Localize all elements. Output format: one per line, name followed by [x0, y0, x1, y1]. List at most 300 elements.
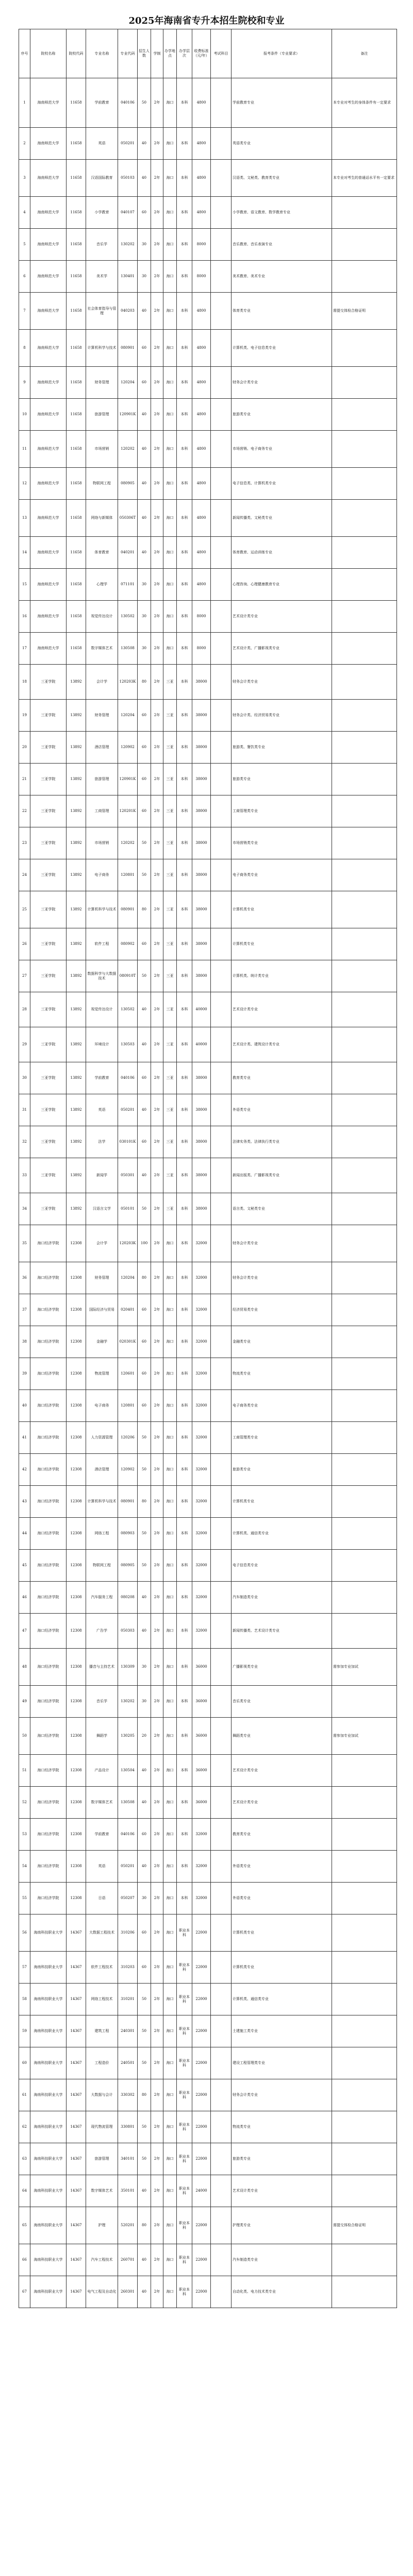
- table-cell: 三亚: [163, 1158, 177, 1193]
- column-header: 序号: [19, 29, 30, 78]
- table-row: [19, 1158, 397, 1193]
- table-cell: 海口经济学院: [30, 1422, 67, 1454]
- table-cell: 2年: [151, 1358, 163, 1390]
- table-cell: 网络与新媒体: [86, 500, 118, 537]
- table-cell: 44: [19, 1518, 30, 1550]
- table-cell: 本科: [177, 1518, 192, 1550]
- table-cell: 50: [138, 2111, 151, 2143]
- admissions-table-wrapper: [19, 29, 397, 2308]
- table-cell: 60: [138, 1358, 151, 1390]
- table-cell: 海南科技职业大学: [30, 2111, 67, 2143]
- column-header: 专业代码: [118, 29, 138, 78]
- table-cell: [211, 468, 232, 500]
- table-row: [19, 2276, 397, 2308]
- table-cell: 14367: [67, 2175, 86, 2207]
- table-cell: 53: [19, 1819, 30, 1851]
- table-cell: 外语类专业: [232, 1883, 332, 1914]
- table-cell: 130202: [118, 1686, 138, 1718]
- table-cell: 16: [19, 601, 30, 633]
- column-header: 院校名称: [30, 29, 67, 78]
- table-cell: 海口: [163, 1582, 177, 1614]
- table-cell: 舞蹈学: [86, 1718, 118, 1755]
- table-cell: 5: [19, 229, 30, 261]
- table-cell: 本科: [177, 1550, 192, 1582]
- table-cell: 广播影视类专业: [232, 1649, 332, 1686]
- table-cell: 职业本科: [177, 2143, 192, 2175]
- table-cell: [332, 827, 397, 859]
- table-row: [19, 1422, 397, 1454]
- table-cell: 海口: [163, 2047, 177, 2079]
- table-cell: 40000: [192, 992, 211, 1027]
- table-cell: 海南科技职业大学: [30, 2244, 67, 2276]
- table-cell: 职业本科: [177, 2047, 192, 2079]
- table-row: [19, 1358, 397, 1390]
- table-cell: 计算机类、通信类专业: [232, 1984, 332, 2015]
- table-cell: 080902: [118, 928, 138, 960]
- table-cell: 13892: [67, 1027, 86, 1062]
- table-cell: 080901: [118, 891, 138, 928]
- table-cell: 海口: [163, 1454, 177, 1486]
- table-cell: 人力资源管理: [86, 1422, 118, 1454]
- table-cell: 三亚学院: [30, 700, 67, 732]
- table-cell: 2年: [151, 1294, 163, 1326]
- table-cell: 艺术设计类专业: [232, 1755, 332, 1787]
- table-cell: 34: [19, 1193, 30, 1225]
- table-cell: 海口: [163, 1518, 177, 1550]
- table-cell: 海口经济学院: [30, 1390, 67, 1422]
- table-cell: 38000: [192, 891, 211, 928]
- table-cell: 三亚: [163, 732, 177, 764]
- table-cell: 60: [138, 1294, 151, 1326]
- table-cell: 2年: [151, 1390, 163, 1422]
- table-cell: [211, 1486, 232, 1518]
- table-cell: [211, 1984, 232, 2015]
- table-cell: 2年: [151, 1787, 163, 1819]
- table-cell: 040106: [118, 78, 138, 128]
- table-cell: 38000: [192, 928, 211, 960]
- table-cell: [332, 500, 397, 537]
- table-cell: 电子信息类、计算机类专业: [232, 468, 332, 500]
- table-cell: 海口: [163, 500, 177, 537]
- table-cell: 三亚: [163, 859, 177, 891]
- table-cell: 50: [19, 1718, 30, 1755]
- table-cell: 120202: [118, 431, 138, 468]
- table-cell: 海口: [163, 1262, 177, 1294]
- table-cell: 38000: [192, 732, 211, 764]
- table-cell: 数据科学与大数据技术: [86, 960, 118, 992]
- table-cell: 三亚学院: [30, 1193, 67, 1225]
- table-cell: 30: [138, 1883, 151, 1914]
- table-cell: 电气工程及自动化: [86, 2276, 118, 2308]
- column-header: 院校代码: [67, 29, 86, 78]
- table-cell: 旅游类专业: [232, 764, 332, 795]
- table-cell: [211, 1851, 232, 1883]
- table-cell: 4: [19, 197, 30, 229]
- table-cell: 本科: [177, 431, 192, 468]
- table-cell: 三亚: [163, 891, 177, 928]
- table-cell: [332, 1883, 397, 1914]
- table-cell: 33: [19, 1158, 30, 1193]
- table-cell: 60: [138, 367, 151, 399]
- table-cell: 三亚学院: [30, 795, 67, 827]
- table-cell: 海口经济学院: [30, 1262, 67, 1294]
- table-cell: 海口: [163, 261, 177, 293]
- table-cell: 38000: [192, 665, 211, 700]
- table-cell: [211, 1518, 232, 1550]
- table-cell: 260301: [118, 2276, 138, 2308]
- table-cell: 财务会计类专业: [232, 1262, 332, 1294]
- table-cell: [211, 1787, 232, 1819]
- table-cell: 13892: [67, 700, 86, 732]
- column-header: 考试科目: [211, 29, 232, 78]
- table-cell: 50: [138, 78, 151, 128]
- table-cell: 海南师范大学: [30, 633, 67, 665]
- table-cell: 13892: [67, 960, 86, 992]
- table-cell: 4800: [192, 197, 211, 229]
- table-cell: 11658: [67, 261, 86, 293]
- table-row: [19, 960, 397, 992]
- table-cell: 艺术设计类、建筑设计类专业: [232, 1027, 332, 1062]
- table-cell: 2年: [151, 827, 163, 859]
- table-cell: 海南科技职业大学: [30, 2047, 67, 2079]
- table-cell: 2年: [151, 1027, 163, 1062]
- table-cell: [211, 1914, 232, 1952]
- table-row: [19, 1454, 397, 1486]
- table-cell: 2年: [151, 633, 163, 665]
- table-cell: 36000: [192, 1649, 211, 1686]
- table-row: [19, 468, 397, 500]
- table-cell: 22000: [192, 2079, 211, 2111]
- table-cell: 本科: [177, 399, 192, 431]
- table-cell: [211, 795, 232, 827]
- table-cell: 120203K: [118, 1225, 138, 1262]
- table-row: [19, 1718, 397, 1755]
- column-header: 备注: [332, 29, 397, 78]
- table-cell: 网络工程技术: [86, 1984, 118, 2015]
- table-cell: [211, 960, 232, 992]
- column-header: 招生人数: [138, 29, 151, 78]
- table-cell: 130508: [118, 633, 138, 665]
- table-cell: 音乐学: [86, 1686, 118, 1718]
- table-cell: [332, 2175, 397, 2207]
- table-cell: 本科: [177, 732, 192, 764]
- table-cell: 22000: [192, 2015, 211, 2047]
- table-cell: 11658: [67, 500, 86, 537]
- table-cell: 40: [138, 431, 151, 468]
- table-cell: 海南科技职业大学: [30, 1914, 67, 1952]
- table-cell: 教育类专业: [232, 1819, 332, 1851]
- table-cell: [332, 1262, 397, 1294]
- table-cell: 50: [138, 827, 151, 859]
- table-cell: 120902: [118, 1454, 138, 1486]
- table-cell: 海口: [163, 1787, 177, 1819]
- table-cell: 8: [19, 330, 30, 367]
- table-cell: 4800: [192, 468, 211, 500]
- table-cell: 29: [19, 1027, 30, 1062]
- table-cell: 汽车工程技术: [86, 2244, 118, 2276]
- table-cell: 7: [19, 293, 30, 330]
- table-cell: 海口经济学院: [30, 1649, 67, 1686]
- table-cell: 三亚学院: [30, 960, 67, 992]
- table-cell: 31: [19, 1094, 30, 1126]
- table-cell: 大数据工程技术: [86, 1914, 118, 1952]
- table-cell: 14367: [67, 2143, 86, 2175]
- table-cell: [332, 1550, 397, 1582]
- table-row: [19, 128, 397, 160]
- table-cell: 14367: [67, 2015, 86, 2047]
- table-row: [19, 160, 397, 197]
- table-cell: 11658: [67, 293, 86, 330]
- table-cell: [332, 2111, 397, 2143]
- table-cell: 52: [19, 1787, 30, 1819]
- table-row: [19, 330, 397, 367]
- table-cell: 340101: [118, 2143, 138, 2175]
- table-cell: 本科: [177, 891, 192, 928]
- table-cell: 2年: [151, 1851, 163, 1883]
- table-cell: 日语: [86, 1883, 118, 1914]
- table-cell: 071101: [118, 569, 138, 601]
- table-cell: 050306T: [118, 500, 138, 537]
- table-row: [19, 1225, 397, 1262]
- table-cell: 11658: [67, 633, 86, 665]
- table-cell: 海口: [163, 2244, 177, 2276]
- table-cell: 8000: [192, 261, 211, 293]
- table-cell: 80: [138, 2079, 151, 2111]
- table-cell: [332, 1062, 397, 1094]
- table-row: [19, 2207, 397, 2244]
- table-cell: 财务管理: [86, 367, 118, 399]
- table-row: [19, 891, 397, 928]
- table-cell: 本科: [177, 537, 192, 569]
- table-cell: 60: [138, 1062, 151, 1094]
- table-cell: 12308: [67, 1358, 86, 1390]
- table-cell: 310201: [118, 1984, 138, 2015]
- table-row: [19, 665, 397, 700]
- table-cell: 38000: [192, 827, 211, 859]
- table-cell: 32000: [192, 1422, 211, 1454]
- table-cell: 19: [19, 700, 30, 732]
- table-cell: 14367: [67, 2047, 86, 2079]
- table-cell: 本科: [177, 1294, 192, 1326]
- table-cell: 120601: [118, 1358, 138, 1390]
- table-cell: 240501: [118, 2047, 138, 2079]
- table-cell: 64: [19, 2175, 30, 2207]
- table-cell: 2年: [151, 1486, 163, 1518]
- table-cell: 海口经济学院: [30, 1518, 67, 1550]
- table-cell: 职业本科: [177, 2244, 192, 2276]
- table-cell: 海南科技职业大学: [30, 1984, 67, 2015]
- table-cell: 海口: [163, 1614, 177, 1649]
- table-cell: 11658: [67, 330, 86, 367]
- table-cell: 工商管理类专业: [232, 795, 332, 827]
- table-cell: 38000: [192, 1126, 211, 1158]
- table-cell: 13892: [67, 665, 86, 700]
- table-row: [19, 537, 397, 569]
- table-cell: 13892: [67, 1158, 86, 1193]
- table-cell: 11658: [67, 229, 86, 261]
- table-cell: 旅游类专业: [232, 2143, 332, 2175]
- table-cell: 37: [19, 1294, 30, 1326]
- table-cell: 12308: [67, 1718, 86, 1755]
- table-cell: 市场营销: [86, 827, 118, 859]
- table-cell: 4800: [192, 569, 211, 601]
- table-cell: 4800: [192, 537, 211, 569]
- table-cell: 海口: [163, 2207, 177, 2244]
- table-cell: 心理咨询、心理健康教育专业: [232, 569, 332, 601]
- table-cell: 海南师范大学: [30, 160, 67, 197]
- table-cell: 050101: [118, 1193, 138, 1225]
- table-cell: 12308: [67, 1686, 86, 1718]
- table-cell: 130502: [118, 601, 138, 633]
- table-cell: [332, 431, 397, 468]
- table-cell: 12308: [67, 1550, 86, 1582]
- table-row: [19, 261, 397, 293]
- table-cell: 需提交体检合格证明: [332, 2207, 397, 2244]
- table-cell: 14367: [67, 2276, 86, 2308]
- table-cell: 海南师范大学: [30, 367, 67, 399]
- table-cell: 40: [138, 399, 151, 431]
- table-cell: [211, 367, 232, 399]
- table-cell: 15: [19, 569, 30, 601]
- table-cell: 职业本科: [177, 2079, 192, 2111]
- table-cell: 环境设计: [86, 1027, 118, 1062]
- table-cell: 4800: [192, 431, 211, 468]
- table-cell: 本科: [177, 1062, 192, 1094]
- table-cell: 体育教育、运动训练专业: [232, 537, 332, 569]
- table-cell: 本科: [177, 1358, 192, 1390]
- table-cell: 本科: [177, 1126, 192, 1158]
- table-cell: 法学: [86, 1126, 118, 1158]
- column-header: 办学层次: [177, 29, 192, 78]
- table-cell: [332, 2079, 397, 2111]
- table-cell: 计算机类、通信类专业: [232, 1518, 332, 1550]
- table-cell: 计算机类专业: [232, 928, 332, 960]
- table-cell: 17: [19, 633, 30, 665]
- table-cell: 1: [19, 78, 30, 128]
- table-cell: [211, 1390, 232, 1422]
- table-cell: 体育类专业: [232, 293, 332, 330]
- table-cell: 50: [138, 1454, 151, 1486]
- table-cell: 130504: [118, 1755, 138, 1787]
- table-cell: 三亚学院: [30, 928, 67, 960]
- table-cell: 22: [19, 795, 30, 827]
- table-cell: 32000: [192, 1262, 211, 1294]
- table-cell: 海口: [163, 537, 177, 569]
- table-row: [19, 1262, 397, 1294]
- table-cell: 11658: [67, 468, 86, 500]
- table-cell: 11658: [67, 431, 86, 468]
- table-cell: 35: [19, 1225, 30, 1262]
- table-cell: [211, 500, 232, 537]
- table-cell: [211, 1582, 232, 1614]
- table-cell: 三亚: [163, 928, 177, 960]
- table-cell: 海口经济学院: [30, 1819, 67, 1851]
- table-cell: 60: [138, 764, 151, 795]
- table-cell: 本科: [177, 1225, 192, 1262]
- table-cell: 建设工程管理类专业: [232, 2047, 332, 2079]
- table-cell: 12308: [67, 1819, 86, 1851]
- table-cell: 2年: [151, 330, 163, 367]
- table-cell: [211, 1062, 232, 1094]
- table-cell: 40: [138, 992, 151, 1027]
- table-cell: 050201: [118, 1851, 138, 1883]
- table-cell: 32000: [192, 1326, 211, 1358]
- table-cell: 舞蹈类专业: [232, 1718, 332, 1755]
- table-cell: 40: [138, 1614, 151, 1649]
- table-cell: 14: [19, 537, 30, 569]
- table-cell: 10: [19, 399, 30, 431]
- table-cell: [332, 2244, 397, 2276]
- table-cell: 海口: [163, 431, 177, 468]
- table-cell: [211, 764, 232, 795]
- table-cell: 38000: [192, 1094, 211, 1126]
- table-cell: 22000: [192, 1984, 211, 2015]
- table-cell: 080901: [118, 330, 138, 367]
- table-cell: 三亚学院: [30, 1158, 67, 1193]
- table-cell: 13892: [67, 992, 86, 1027]
- table-cell: 2年: [151, 1326, 163, 1358]
- table-cell: [332, 1158, 397, 1193]
- table-cell: 30: [138, 261, 151, 293]
- table-cell: 本科: [177, 1486, 192, 1518]
- table-cell: 2年: [151, 1126, 163, 1158]
- table-cell: [211, 1294, 232, 1326]
- table-cell: [211, 261, 232, 293]
- table-cell: 海口: [163, 1883, 177, 1914]
- table-cell: [332, 1984, 397, 2015]
- table-cell: 2年: [151, 601, 163, 633]
- table-cell: 32000: [192, 1550, 211, 1582]
- table-cell: 36000: [192, 1686, 211, 1718]
- table-cell: 海口经济学院: [30, 1225, 67, 1262]
- table-cell: 12308: [67, 1326, 86, 1358]
- table-cell: 海南师范大学: [30, 128, 67, 160]
- table-cell: 40: [138, 1755, 151, 1787]
- table-cell: 30: [138, 1649, 151, 1686]
- table-cell: 12308: [67, 1851, 86, 1883]
- table-cell: [332, 1390, 397, 1422]
- table-cell: [211, 1614, 232, 1649]
- table-cell: 财务管理: [86, 700, 118, 732]
- table-cell: 三亚: [163, 700, 177, 732]
- table-cell: 350101: [118, 2175, 138, 2207]
- table-cell: [332, 1819, 397, 1851]
- table-cell: 50: [138, 1550, 151, 1582]
- table-cell: 24000: [192, 2175, 211, 2207]
- table-cell: [211, 160, 232, 197]
- table-cell: [211, 399, 232, 431]
- table-cell: 三亚: [163, 764, 177, 795]
- table-cell: 2年: [151, 859, 163, 891]
- table-cell: 38000: [192, 1193, 211, 1225]
- table-cell: 海口经济学院: [30, 1358, 67, 1390]
- table-cell: 海南师范大学: [30, 330, 67, 367]
- table-cell: 60: [138, 795, 151, 827]
- table-cell: 11658: [67, 537, 86, 569]
- table-cell: 040107: [118, 197, 138, 229]
- table-row: [19, 1126, 397, 1158]
- table-cell: [332, 601, 397, 633]
- table-cell: 本科: [177, 1851, 192, 1883]
- table-cell: 57: [19, 1952, 30, 1984]
- table-cell: 2年: [151, 197, 163, 229]
- table-cell: 物流类专业: [232, 2111, 332, 2143]
- table-cell: 本科: [177, 229, 192, 261]
- table-cell: 050207: [118, 1883, 138, 1914]
- table-header-row: [19, 29, 397, 78]
- table-cell: 旅游类专业: [232, 399, 332, 431]
- table-cell: [211, 2079, 232, 2111]
